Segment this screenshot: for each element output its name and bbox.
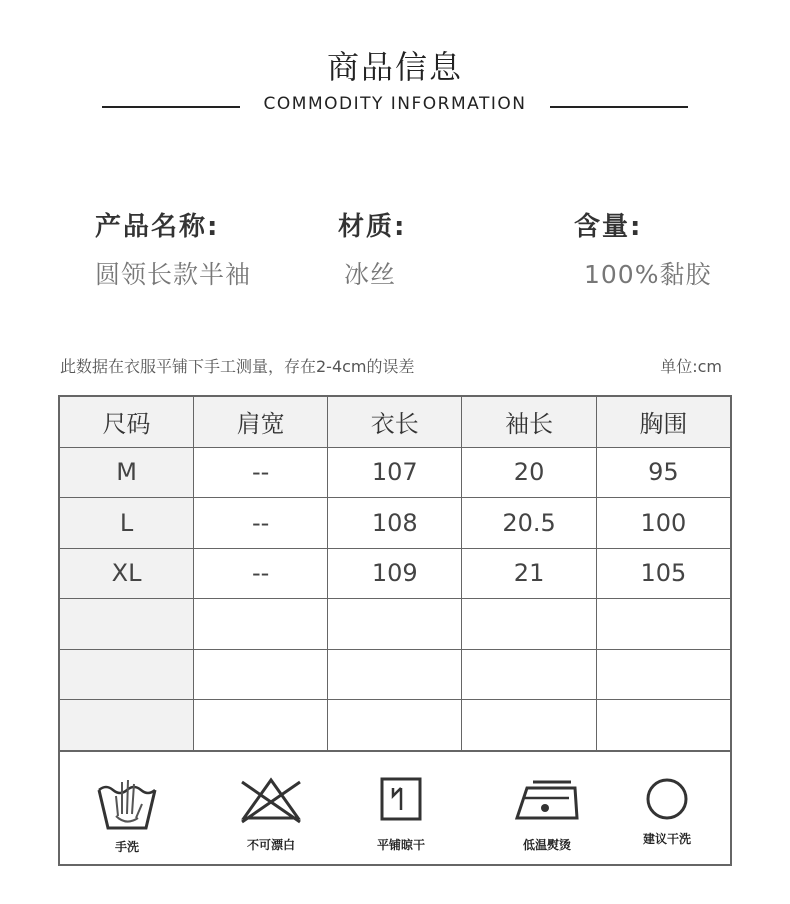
info-value: 冰丝 xyxy=(344,260,397,289)
table-cell xyxy=(328,700,462,751)
size-table xyxy=(58,395,732,752)
table-cell: 109 xyxy=(328,548,462,599)
table-cell: 20 xyxy=(462,447,596,498)
table-cell xyxy=(596,599,731,650)
info-label: 材质: xyxy=(338,212,407,242)
table-cell xyxy=(59,599,194,650)
table-cell: 20.5 xyxy=(462,498,596,549)
table-row xyxy=(59,548,731,599)
table-cell: 21 xyxy=(462,548,596,599)
table-cell: 107 xyxy=(328,447,462,498)
info-content xyxy=(574,206,711,291)
table-cell xyxy=(194,700,328,751)
table-cell: 100 xyxy=(596,498,731,549)
divider-left xyxy=(102,106,240,108)
no-bleach-icon xyxy=(240,776,302,824)
care-hand-wash xyxy=(72,776,182,855)
table-row xyxy=(59,447,731,498)
care-label: 不可漂白 xyxy=(246,838,295,852)
info-label: 产品名称: xyxy=(95,212,220,242)
info-label: 含量: xyxy=(574,212,643,242)
table-cell: 105 xyxy=(596,548,731,599)
care-dry-flat xyxy=(346,776,456,853)
table-cell xyxy=(328,649,462,700)
table-cell: -- xyxy=(194,447,328,498)
table-row xyxy=(59,498,731,549)
hand-wash-icon xyxy=(96,776,158,832)
dry-clean-icon xyxy=(644,776,690,822)
page-subtitle: COMMODITY INFORMATION xyxy=(263,94,527,114)
table-row xyxy=(59,700,731,751)
info-value: 圆领长款半袖 xyxy=(95,260,252,289)
table-cell: XL xyxy=(59,548,194,599)
info-material xyxy=(338,206,406,291)
table-cell: -- xyxy=(194,498,328,549)
table-cell xyxy=(194,649,328,700)
table-cell xyxy=(59,649,194,700)
low-iron-icon xyxy=(513,776,581,822)
care-label: 建议干洗 xyxy=(642,832,691,846)
care-label: 低温熨烫 xyxy=(522,838,571,852)
care-label: 平铺晾干 xyxy=(376,838,425,852)
page-title: 商品信息 xyxy=(326,48,463,86)
care-label: 手洗 xyxy=(114,840,139,854)
table-cell: M xyxy=(59,447,194,498)
info-value: 100%黏胶 xyxy=(584,260,712,289)
table-cell xyxy=(596,649,731,700)
dry-flat-icon xyxy=(379,776,423,822)
care-low-iron xyxy=(492,776,602,853)
header-chest: 胸围 xyxy=(596,396,731,447)
header-shoulder: 肩宽 xyxy=(194,396,328,447)
table-cell: -- xyxy=(194,548,328,599)
measurement-note: 此数据在衣服平铺下手工测量，存在2-4cm的误差 xyxy=(60,357,415,376)
table-cell: 95 xyxy=(596,447,731,498)
table-cell xyxy=(462,649,596,700)
table-cell xyxy=(328,599,462,650)
table-cell xyxy=(462,599,596,650)
unit-label: 单位:cm xyxy=(660,357,722,376)
table-row xyxy=(59,649,731,700)
care-no-bleach xyxy=(216,776,326,853)
table-cell xyxy=(596,700,731,751)
table-cell xyxy=(194,599,328,650)
divider-right xyxy=(550,106,688,108)
table-row xyxy=(59,599,731,650)
table-header-row xyxy=(59,396,731,447)
table-cell xyxy=(59,700,194,751)
care-instructions xyxy=(58,752,732,866)
table-cell xyxy=(462,700,596,751)
table-cell: 108 xyxy=(328,498,462,549)
header-size: 尺码 xyxy=(59,396,194,447)
header-sleeve: 袖长 xyxy=(462,396,596,447)
subtitle-row xyxy=(0,94,790,120)
table-cell: L xyxy=(59,498,194,549)
care-dry-clean xyxy=(612,776,722,847)
header-length: 衣长 xyxy=(328,396,462,447)
info-product-name xyxy=(95,206,251,291)
